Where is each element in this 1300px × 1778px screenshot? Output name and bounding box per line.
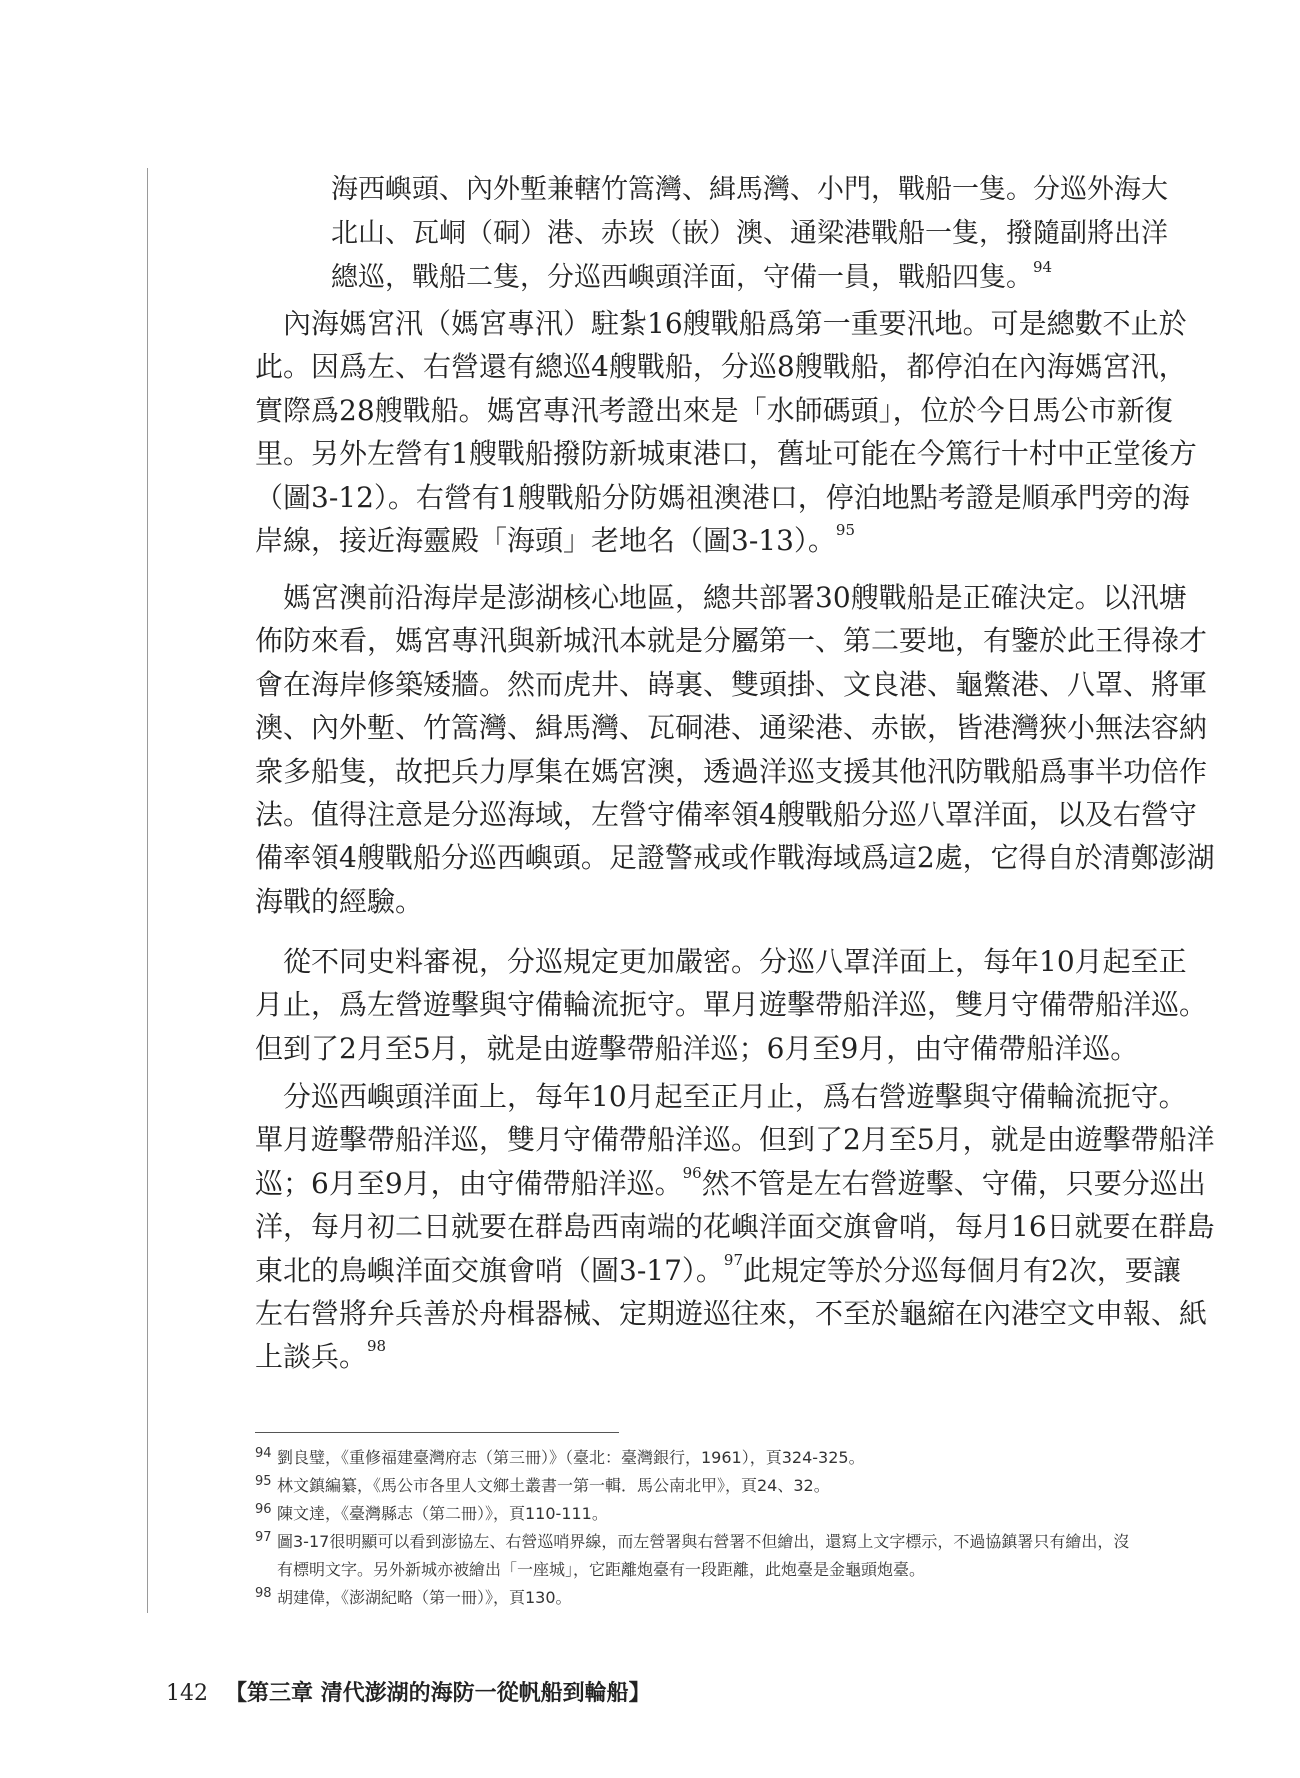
footnote-separator bbox=[255, 1432, 619, 1433]
text-line bbox=[255, 793, 1197, 836]
text-line bbox=[255, 880, 1140, 923]
text-run: 月止，爲左營遊擊與守備輪流扼守。單月遊擊帶船洋巡，雙月守備帶船洋巡。 bbox=[255, 988, 1208, 1022]
page-number: 142 bbox=[166, 1681, 208, 1706]
footnote-number: 95 bbox=[255, 1474, 272, 1489]
footnote bbox=[255, 1584, 1140, 1612]
text-line bbox=[331, 168, 1168, 212]
text-line bbox=[255, 663, 1208, 706]
text-line bbox=[331, 212, 1168, 256]
text-run: 衆多船隻，故把兵力厚集在媽宮澳，透過洋巡支援其他汛防戰船爲事半功倍作 bbox=[255, 754, 1208, 788]
text-line bbox=[255, 1027, 1140, 1070]
text-line bbox=[255, 1075, 1187, 1118]
footnote bbox=[255, 1528, 1140, 1584]
footnote-ref[interactable]: 97 bbox=[723, 1250, 743, 1269]
footnote-text: 胡建偉，《澎湖紀略（第一冊）》，頁130。 bbox=[277, 1588, 572, 1607]
footnote bbox=[255, 1444, 1140, 1472]
footnote-text: 圖3-17很明顯可以看到澎協左、右營巡哨界線，而左營署與右營署不但繪出，還寫上文字標示，不過協鎮署只有繪出，沒有標明文字。另外新城亦被繪出「一座城」，它距離炮臺有一段距離，此炮臺是金龜頭炮臺。 bbox=[277, 1532, 1130, 1579]
footnote-text: 劉良璧，《重修福建臺灣府志（第三冊）》（臺北：臺灣銀行，1961），頁324-325。 bbox=[277, 1448, 865, 1467]
text-run: 總巡，戰船二隻，分巡西嶼頭洋面，守備一員，戰船四隻。 bbox=[331, 262, 1033, 293]
text-run: 巡；6月至9月，由守備帶船洋巡。 bbox=[255, 1166, 683, 1200]
footnote-ref[interactable]: 94 bbox=[1033, 258, 1053, 276]
text-run: 此。因爲左、右營還有總巡4艘戰船，分巡8艘戰船，都停泊在內海媽宮汛， bbox=[255, 350, 1187, 384]
footnote-number: 94 bbox=[255, 1446, 272, 1461]
text-run: 備率領4艘戰船分巡西嶼頭。足證警戒或作戰海域爲這2處，它得自於清鄭澎湖 bbox=[255, 841, 1215, 875]
text-line bbox=[255, 389, 1173, 432]
footnote bbox=[255, 1472, 1140, 1500]
text-run: （圖3-12）。右營有1艘戰船分防媽祖澳港口，停泊地點考證是順承門旁的海 bbox=[255, 480, 1190, 514]
footnote-ref[interactable]: 98 bbox=[367, 1337, 387, 1356]
text-line bbox=[255, 1205, 1215, 1248]
text-run: 北山、瓦峒（硐）港、赤崁（嵌）澳、通梁港戰船一隻，撥隨副將出洋 bbox=[331, 218, 1168, 249]
block-quote bbox=[331, 168, 1168, 300]
text-run: 洋，每月初二日就要在群島西南端的花嶼洋面交旗會哨，每月16日就要在群島 bbox=[255, 1210, 1215, 1244]
text-line bbox=[255, 1249, 1181, 1292]
text-line bbox=[255, 1292, 1208, 1335]
text-line bbox=[255, 836, 1215, 879]
text-line bbox=[255, 476, 1190, 519]
text-line bbox=[331, 256, 1140, 300]
text-run: 佈防來看，媽宮專汛與新城汛本就是分屬第一、第二要地，有鑒於此王得祿才 bbox=[255, 624, 1208, 658]
text-run: 里。另外左營有1艘戰船撥防新城東港口，舊址可能在今篤行十村中正堂後方 bbox=[255, 437, 1197, 471]
text-run: 內海媽宮汛（媽宮專汛）駐紮16艘戰船爲第一重要汛地。可是總數不止於 bbox=[255, 307, 1187, 340]
footnote-number: 97 bbox=[255, 1530, 272, 1545]
text-line bbox=[255, 750, 1208, 793]
text-line bbox=[255, 576, 1187, 619]
text-run: 單月遊擊帶船洋巡，雙月守備帶船洋巡。但到了2月至5月，就是由遊擊帶船洋 bbox=[255, 1123, 1215, 1157]
text-run: 海西嶼頭、內外塹兼轄竹篙灣、緝馬灣、小門，戰船一隻。分巡外海大 bbox=[331, 174, 1168, 205]
text-line bbox=[255, 619, 1208, 662]
footnotes bbox=[255, 1444, 1140, 1612]
text-line bbox=[255, 345, 1187, 388]
text-line bbox=[255, 1335, 1140, 1378]
footnote-number: 96 bbox=[255, 1502, 272, 1517]
text-run: 實際爲28艘戰船。媽宮專汛考證出來是「水師碼頭」，位於今日馬公市新復 bbox=[255, 393, 1173, 427]
text-run: 分巡西嶼頭洋面上，每年10月起至正月止，爲右營遊擊與守備輪流扼守。 bbox=[255, 1080, 1187, 1113]
text-run: 岸線，接近海靈殿「海頭」老地名（圖3-13）。 bbox=[255, 523, 836, 557]
chapter-title: 【第三章 清代澎湖的海防一從帆船到輪船】 bbox=[225, 1680, 651, 1706]
text-run: 然不管是左右營遊擊、守備，只要分巡出 bbox=[701, 1166, 1206, 1200]
text-line bbox=[255, 1162, 1206, 1205]
text-run: 此規定等於分巡每個月有2次，要讓 bbox=[743, 1253, 1181, 1287]
text-line bbox=[255, 706, 1208, 749]
text-run: 上談兵。 bbox=[255, 1340, 368, 1374]
text-line bbox=[255, 983, 1208, 1026]
text-run: 但到了2月至5月，就是由遊擊帶船洋巡；6月至9月，由守備帶船洋巡。 bbox=[255, 1031, 1139, 1065]
text-run: 左右營將弁兵善於舟楫器械、定期遊巡往來，不至於龜縮在內港空文申報、紙 bbox=[255, 1296, 1208, 1330]
text-run: 法。值得注意是分巡海域，左營守備率領4艘戰船分巡八罩洋面，以及右營守 bbox=[255, 797, 1197, 831]
paragraph bbox=[255, 1075, 1215, 1379]
page-footer bbox=[166, 1676, 651, 1707]
text-run: 海戰的經驗。 bbox=[255, 884, 424, 918]
margin-rule bbox=[147, 168, 148, 1613]
text-line bbox=[255, 432, 1197, 475]
paragraph bbox=[255, 576, 1215, 923]
footnote-ref[interactable]: 95 bbox=[835, 520, 856, 539]
text-line bbox=[255, 519, 1140, 562]
text-run: 媽宮澳前沿海岸是澎湖核心地區，總共部署30艘戰船是正確決定。以汛塘 bbox=[255, 581, 1187, 614]
paragraph bbox=[255, 940, 1208, 1070]
text-run: 從不同史料審視，分巡規定更加嚴密。分巡八罩洋面上，每年10月起至正 bbox=[255, 945, 1187, 978]
footnote-number: 98 bbox=[255, 1586, 272, 1601]
text-run: 東北的鳥嶼洋面交旗會哨（圖3-17）。 bbox=[255, 1253, 724, 1287]
footnote bbox=[255, 1500, 1140, 1528]
text-line bbox=[255, 1118, 1215, 1161]
text-run: 澳、內外塹、竹篙灣、緝馬灣、瓦硐港、通梁港、赤嵌，皆港灣狹小無法容納 bbox=[255, 711, 1208, 745]
footnote-text: 林文鎮編纂，《馬公市各里人文鄉土叢書一第一輯．馬公南北甲》，頁24、32。 bbox=[277, 1476, 830, 1495]
text-line bbox=[255, 302, 1187, 345]
footnote-text: 陳文達，《臺灣縣志（第二冊）》，頁110-111。 bbox=[277, 1504, 608, 1523]
footnote-ref[interactable]: 96 bbox=[682, 1163, 702, 1182]
text-line bbox=[255, 940, 1187, 983]
text-run: 會在海岸修築矮牆。然而虎井、嵵裏、雙頭掛、文良港、龜鱉港、八罩、將軍 bbox=[255, 667, 1208, 701]
paragraph bbox=[255, 302, 1197, 562]
